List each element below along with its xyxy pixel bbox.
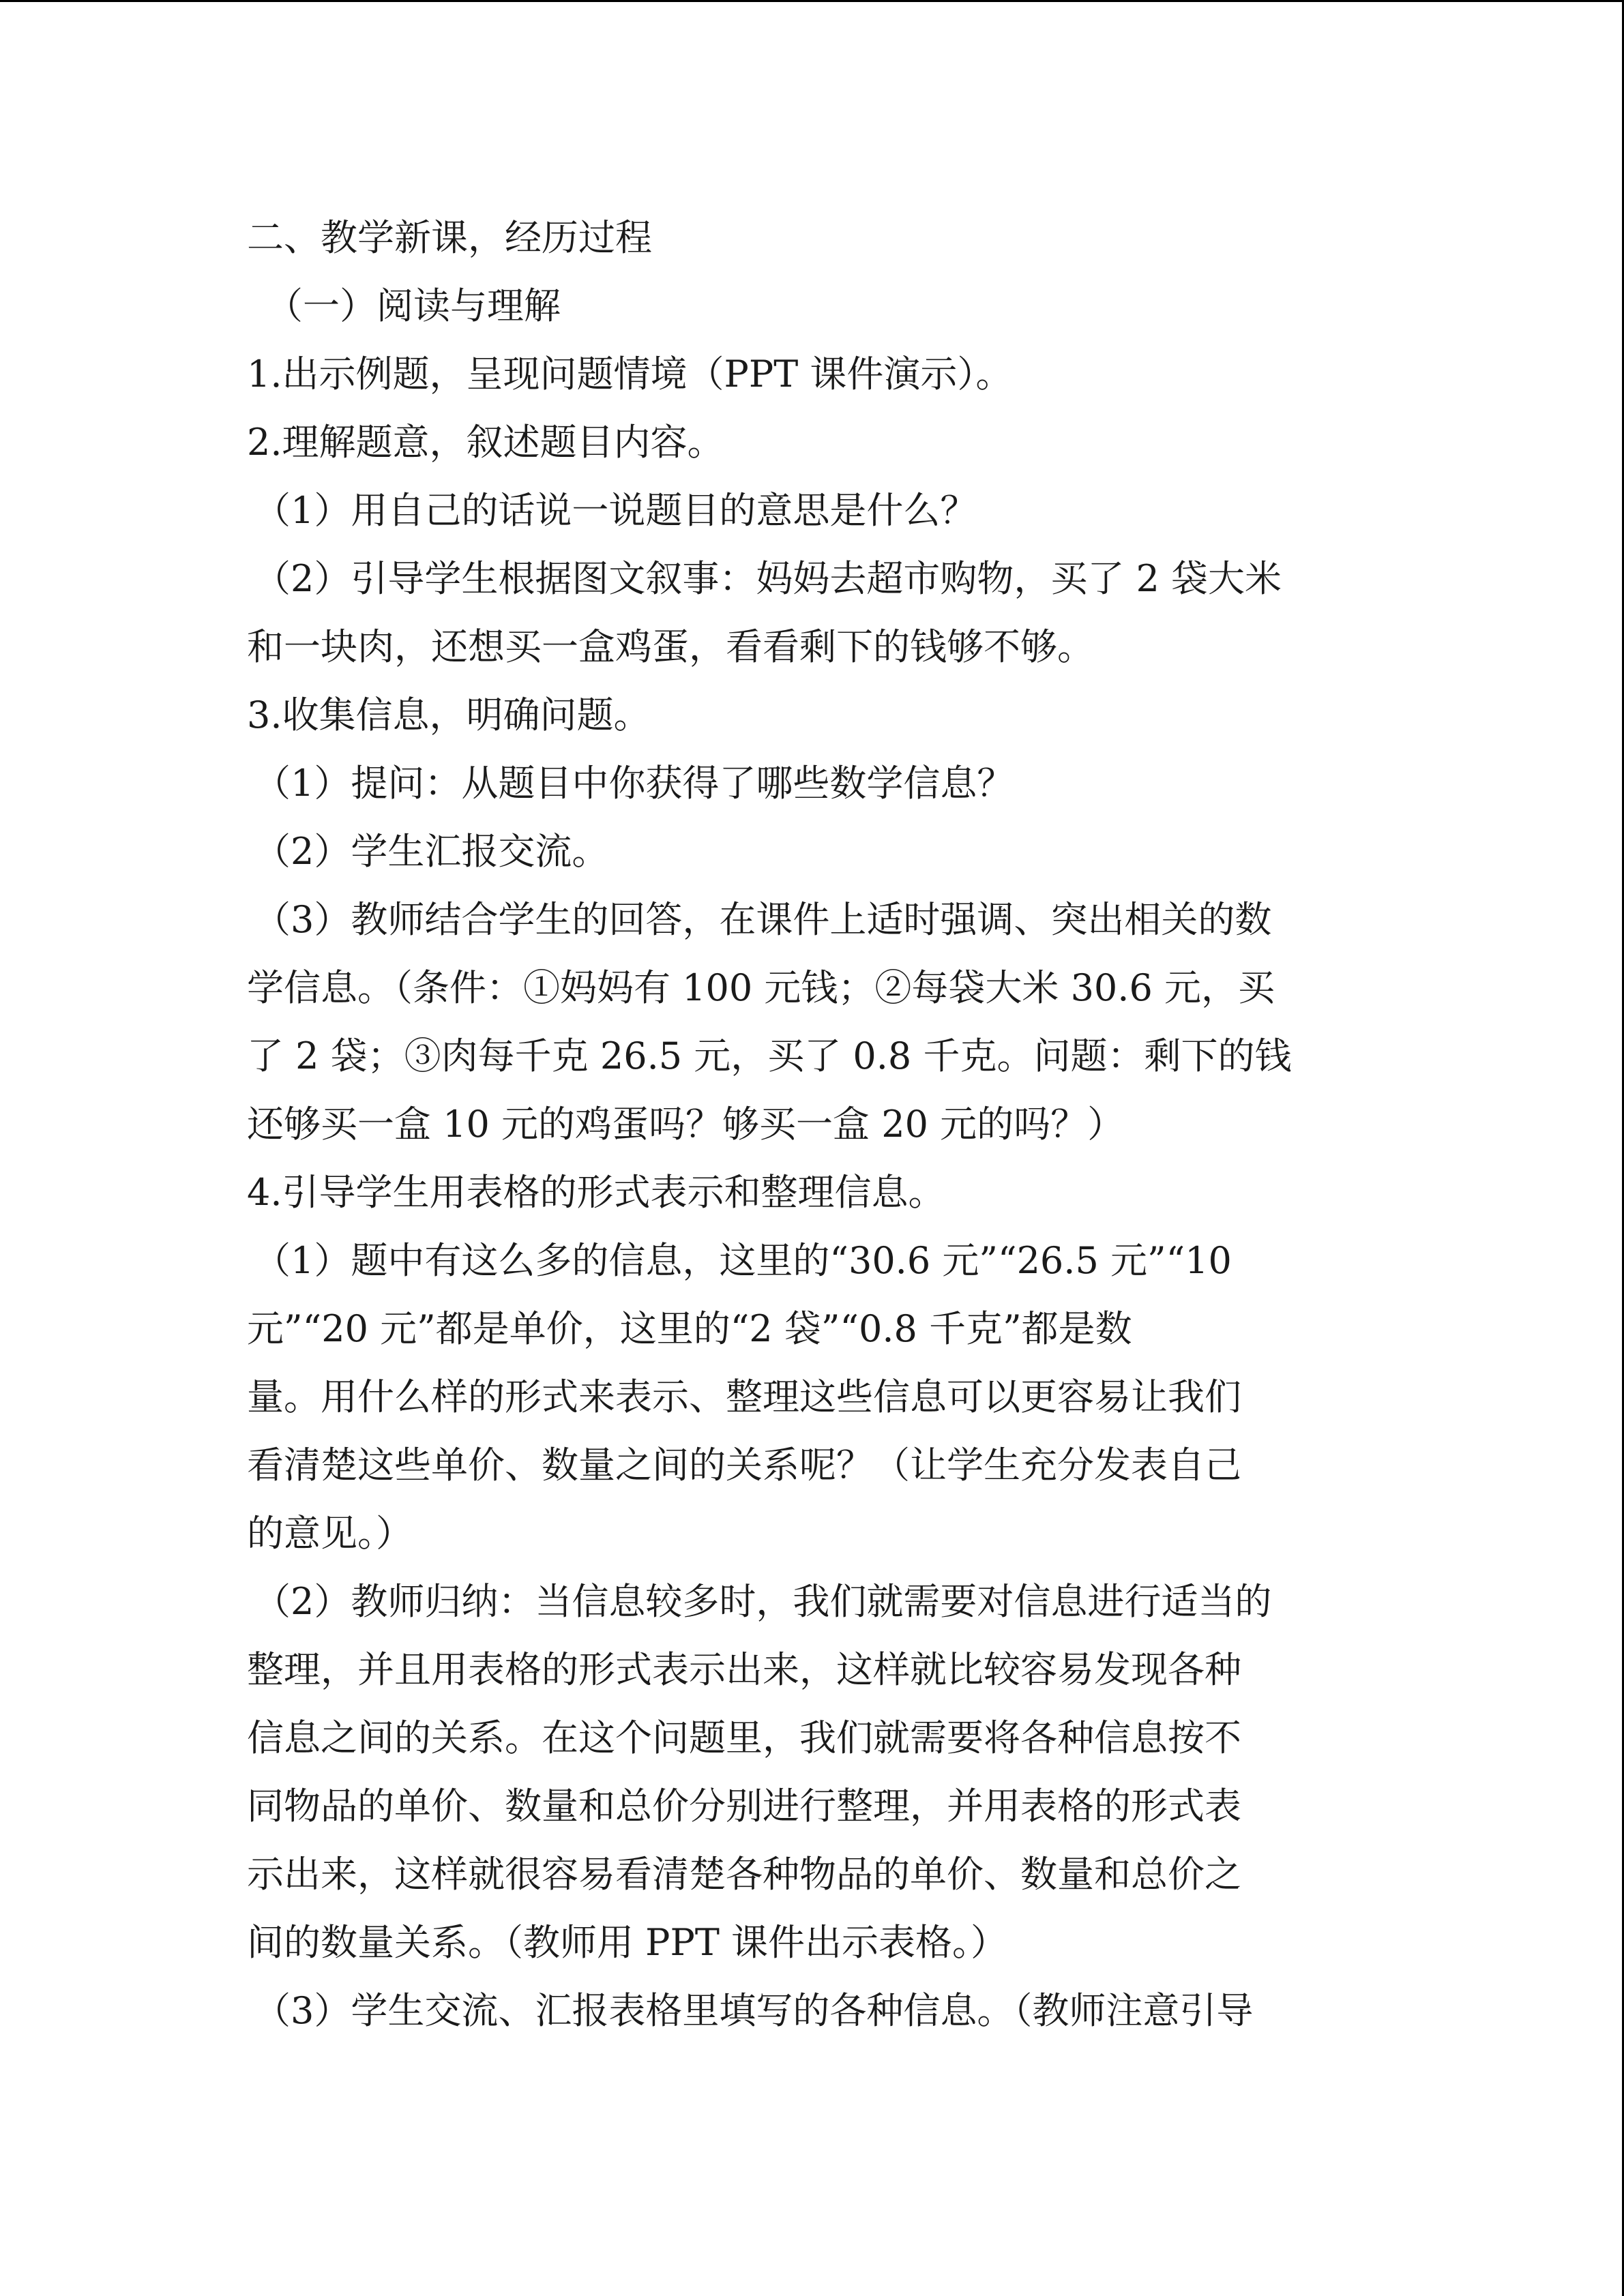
paragraph-line: 4.引导学生用表格的形式表示和整理信息。 — [247, 1171, 945, 1214]
paragraph-line: （2）教师归纳：当信息较多时，我们就需要对信息进行适当的 — [254, 1580, 1272, 1623]
paragraph-line: 同物品的单价、数量和总价分别进行整理，并用表格的形式表 — [247, 1785, 1241, 1828]
paragraph-line: 学信息。（条件：①妈妈有 100 元钱；②每袋大米 30.6 元，买 — [247, 966, 1275, 1009]
paragraph-line: 量。用什么样的形式来表示、整理这些信息可以更容易让我们 — [247, 1375, 1241, 1418]
paragraph-line: （2）学生汇报交流。 — [254, 830, 609, 873]
paragraph-line: 看清楚这些单价、数量之间的关系呢？（让学生充分发表自己 — [247, 1444, 1241, 1487]
paragraph-line: 了 2 袋；③肉每千克 26.5 元，买了 0.8 千克。问题：剩下的钱 — [247, 1034, 1292, 1077]
paragraph-line: 3.收集信息，明确问题。 — [247, 694, 651, 736]
paragraph-line: （3）学生交流、汇报表格里填写的各种信息。（教师注意引导 — [254, 1989, 1254, 2032]
paragraph-line: 的意见。） — [247, 1512, 413, 1555]
paragraph-line: （1）题中有这么多的信息，这里的“30.6 元”“26.5 元”“10 — [254, 1239, 1232, 1282]
paragraph-line: 1.出示例题，呈现问题情境（PPT 课件演示）。 — [247, 353, 1013, 396]
paragraph-line: 元”“20 元”都是单价，这里的“2 袋”“0.8 千克”都是数 — [247, 1307, 1132, 1350]
paragraph-line: 间的数量关系。（教师用 PPT 课件出示表格。） — [247, 1921, 1008, 1964]
paragraph-line: 还够买一盒 10 元的鸡蛋吗？够买一盒 20 元的吗？） — [247, 1103, 1125, 1146]
subsection-heading: （一）阅读与理解 — [266, 284, 561, 327]
paragraph-line: （3）教师结合学生的回答，在课件上适时强调、突出相关的数 — [254, 898, 1272, 941]
paragraph-line: （1）提问：从题目中你获得了哪些数学信息？ — [254, 762, 1014, 805]
paragraph-line: 和一块肉，还想买一盒鸡蛋，看看剩下的钱够不够。 — [247, 625, 1094, 668]
paragraph-line: 整理，并且用表格的形式表示出来，这样就比较容易发现各种 — [247, 1648, 1241, 1691]
paragraph-line: （2）引导学生根据图文叙事：妈妈去超市购物，买了 2 袋大米 — [254, 557, 1282, 600]
section-heading: 二、教学新课，经历过程 — [247, 216, 652, 259]
paragraph-line: （1）用自己的话说一说题目的意思是什么？ — [254, 489, 977, 532]
paragraph-line: 2.理解题意，叙述题目内容。 — [247, 421, 724, 464]
paragraph-line: 信息之间的关系。在这个问题里，我们就需要将各种信息按不 — [247, 1716, 1241, 1759]
paragraph-line: 示出来，这样就很容易看清楚各种物品的单价、数量和总价之 — [247, 1853, 1241, 1896]
